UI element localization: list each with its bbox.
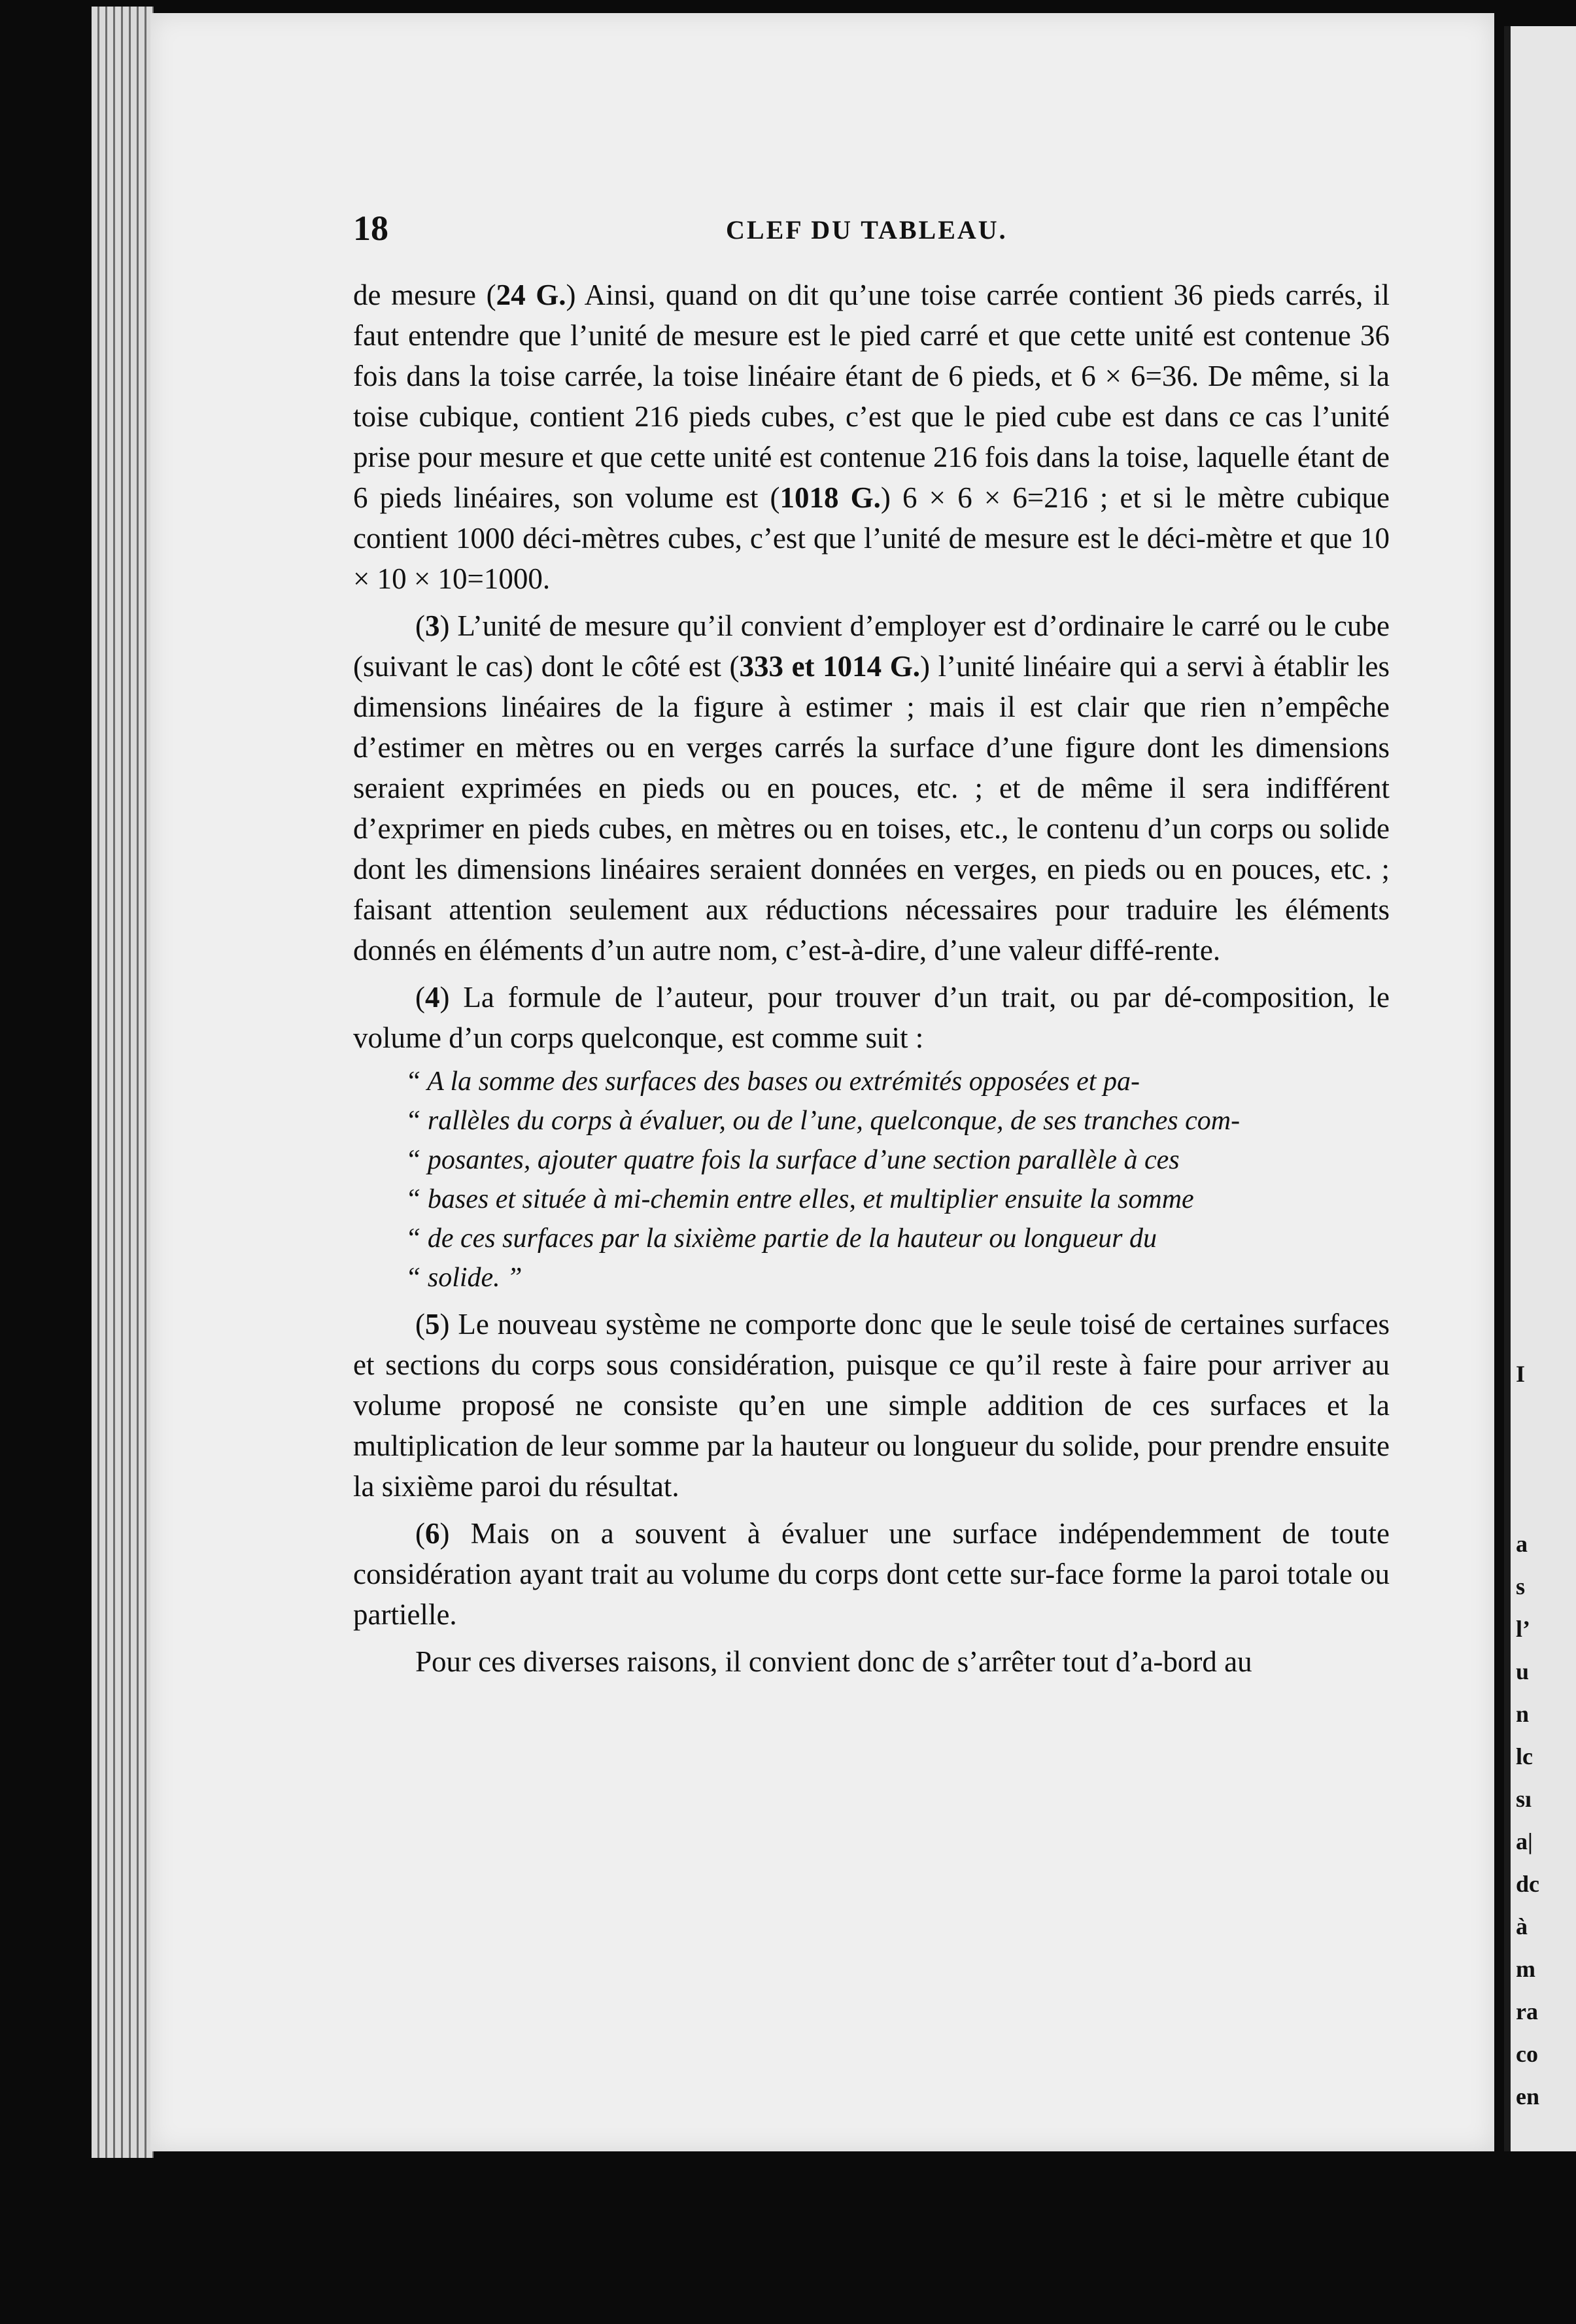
paragraph-5: (5) Le nouveau système ne comporte donc que le seule toisé de certaines surfaces et sections du corps sous considération, puisque ce qu’il reste à faire pour arriver au volume proposé ne consiste qu’en une simple addition de ces surfaces et la multiplication de leur somme par la hauteur ou longueur du solide, pour prendre ensuite la sixième paroi du résultat. <box>353 1308 1390 1503</box>
adjacent-page-fragment: sı <box>1516 1786 1532 1812</box>
paragraph-3: (3) L’unité de mesure qu’il convient d’employer est d’ordinaire le carré ou le cube (suivant le cas) dont le côté est (333 et 1014 G.) l’unité linéaire qui a servi à établir les dimensions linéaires de la figure à estimer ; mais il est clair que rien n’empêche d’estimer en mètres ou en verges carrés la surface d’une figure dont les dimensions seraient exprimées en pieds ou en pouces, etc. ; et de même il sera indifférent d’exprimer en pieds cubes, en mètres ou en toises, etc., le contenu d’un corps ou solide dont les dimensions linéaires seraient données en verges, en pieds ou en pouces, etc. ; faisant attention seulement aux réductions nécessaires pour traduire les éléments donnés en éléments d’un autre nom, c’est-à-dire, d’une valeur diffé-rente. <box>353 609 1390 966</box>
quote-line: “ rallèles du corps à évaluer, ou de l’une, quelconque, de ses tranches com- <box>405 1106 1241 1136</box>
grammar-reference: 24 G. <box>496 279 566 311</box>
adjacent-page-fragment: l’ <box>1516 1616 1530 1642</box>
quote-line: “ A la somme des surfaces des bases ou extrémités opposées et pa- <box>405 1067 1140 1097</box>
adjacent-page-fragment: co <box>1516 2041 1538 2067</box>
adjacent-page-fragment: u <box>1516 1658 1530 1684</box>
paragraph-final: Pour ces diverses raisons, il convient donc de s’arrêter tout d’a-bord au <box>415 1645 1252 1678</box>
adjacent-page-fragment: à <box>1516 1913 1528 1940</box>
adjacent-page-fragment: m <box>1516 1956 1535 1982</box>
paragraph-number: 6 <box>425 1517 440 1550</box>
adjacent-page-fragment: a <box>1516 1531 1528 1557</box>
paragraph-number: 5 <box>425 1308 440 1341</box>
grammar-reference: 333 et 1014 G. <box>739 650 920 683</box>
paragraph-number: 4 <box>425 981 440 1014</box>
adjacent-page-fragment: en <box>1516 2083 1539 2110</box>
stacked-page-edges <box>92 7 154 2158</box>
adjacent-page-fragment: n <box>1516 1701 1530 1727</box>
adjacent-page-fragment: s <box>1516 1573 1526 1599</box>
adjacent-page-strip <box>1504 26 1576 2151</box>
author-formula-quote <box>405 1062 1390 1297</box>
page-header <box>353 208 1386 247</box>
adjacent-page-fragment: dc <box>1516 1871 1539 1897</box>
quote-line: “ posantes, ajouter quatre fois la surface d’une section parallèle à ces <box>405 1145 1180 1175</box>
page-number: 18 <box>353 209 388 248</box>
quote-line: “ solide. ” <box>405 1263 522 1293</box>
running-title: CLEF DU TABLEAU. <box>726 215 1008 245</box>
scan-border <box>0 2158 1576 2324</box>
page-body <box>353 275 1390 1682</box>
paragraph-number: 3 <box>425 609 440 642</box>
quote-line: “ bases et située à mi-chemin entre elles, et multiplier ensuite la somme <box>405 1184 1194 1214</box>
paragraph-continued: de mesure (24 G.) Ainsi, quand on dit qu’une toise carrée contient 36 pieds carrés, il faut entendre que l’unité de mesure est le pied carré et que cette unité est contenue 36 fois dans la toise carrée, la toise linéaire étant de 6 pieds, et 6 × 6=36. De même, si la toise cubique, contient 216 pieds cubes, c’est que le pied cube est dans ce cas l’unité prise pour mesure et que cette unité est contenue 216 fois dans la toise, laquelle étant de 6 pieds linéaires, son volume est (1018 G.) 6 × 6 × 6=216 ; et si le mètre cubique contient 1000 déci-mètres cubes, c’est que l’unité de mesure est le déci-mètre et que 10 × 10 × 10=1000. <box>353 279 1390 595</box>
adjacent-page-fragment: a| <box>1516 1828 1533 1854</box>
adjacent-page-fragment: I <box>1516 1361 1526 1387</box>
adjacent-page-fragment: ra <box>1516 1998 1538 2025</box>
paragraph-4: (4) La formule de l’auteur, pour trouver d’un trait, ou par dé-composition, le volume d’un corps quelconque, est comme suit : <box>353 981 1390 1054</box>
grammar-reference: 1018 G. <box>779 481 881 514</box>
adjacent-page-fragment: lc <box>1516 1743 1533 1769</box>
quote-line: “ de ces surfaces par la sixième partie de la hauteur ou longueur du <box>405 1223 1157 1254</box>
paragraph-6: (6) Mais on a souvent à évaluer une surface indépendemment de toute considération ayant trait au volume du corps dont cette sur-face forme la paroi totale ou partielle. <box>353 1517 1390 1631</box>
